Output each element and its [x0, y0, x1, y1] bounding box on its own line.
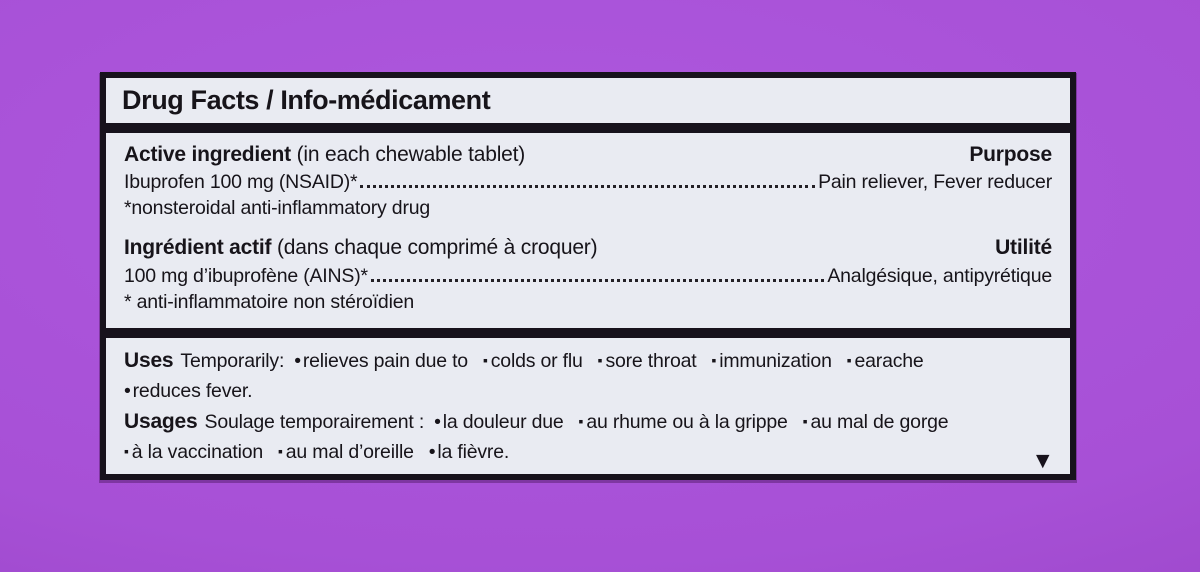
- uses-line-1-en: [124, 345, 1052, 377]
- use-item: [124, 441, 263, 463]
- use-item-text: au mal d’oreille: [285, 441, 414, 464]
- continuation-arrow-icon: ▼: [1031, 447, 1054, 473]
- use-item-text: la fièvre.: [437, 441, 510, 464]
- uses-items-en-line1: [294, 350, 923, 372]
- purpose-value-en: Pain reliever, Fever reducer: [818, 171, 1052, 194]
- use-item: [124, 380, 252, 402]
- square-bullet-icon: ▪: [124, 443, 129, 460]
- use-item-text: immunization: [719, 349, 832, 372]
- use-item: [803, 411, 949, 433]
- round-bullet-icon: •: [294, 349, 301, 372]
- active-ingredient-heading-note-en: (in each chewable tablet): [290, 143, 526, 166]
- use-item: [847, 350, 924, 372]
- ingredient-name-fr: 100 mg d’ibuprofène (AINS)*: [124, 264, 368, 287]
- square-bullet-icon: ▪: [802, 413, 808, 430]
- square-bullet-icon: ▪: [482, 351, 488, 368]
- use-item-text: colds or flu: [490, 349, 583, 372]
- square-bullet-icon: ▪: [278, 443, 283, 460]
- uses-intro-fr: Soulage temporairement :: [204, 411, 425, 434]
- uses-items-fr-line1: [434, 411, 948, 433]
- square-bullet-icon: ▪: [711, 351, 717, 368]
- section-divider: [106, 123, 1070, 133]
- drug-facts-panel: [100, 72, 1076, 480]
- purpose-heading-fr: Utilité: [995, 236, 1052, 260]
- uses-line-2-en: [124, 377, 1052, 407]
- uses-line-2-fr: [124, 438, 1052, 468]
- uses-section: [106, 338, 1070, 474]
- round-bullet-icon: •: [124, 379, 131, 402]
- use-item: [278, 441, 414, 463]
- ingredient-value-row-fr: [124, 263, 1052, 289]
- square-bullet-icon: ▪: [597, 351, 603, 368]
- uses-items-en-line2: [124, 380, 252, 402]
- active-ingredient-heading-en: Active ingredient: [124, 143, 291, 166]
- nsaid-footnote-fr: * anti-inflammatoire non stéroïdien: [124, 290, 414, 313]
- use-item: [598, 350, 697, 372]
- dotted-leader: [371, 279, 824, 282]
- uses-items-fr-line2: [124, 441, 509, 463]
- panel-title: Drug Facts / Info-médicament: [122, 85, 491, 115]
- dotted-leader: [360, 185, 815, 188]
- ingredient-name-en: Ibuprofen 100 mg (NSAID)*: [124, 171, 358, 194]
- active-ingredient-heading-row-fr: [124, 234, 1052, 262]
- active-ingredient-section: [106, 133, 1070, 328]
- use-item-text: à la vaccination: [131, 441, 263, 464]
- active-ingredient-heading-row-en: [124, 141, 1052, 169]
- square-bullet-icon: ▪: [578, 413, 584, 430]
- ingredient-value-row-en: [124, 169, 1052, 195]
- use-item-text: au rhume ou à la grippe: [586, 411, 788, 434]
- purpose-heading-en: Purpose: [969, 143, 1052, 166]
- use-item: [711, 350, 831, 372]
- nsaid-footnote-en: *nonsteroidal anti-inflammatory drug: [124, 197, 431, 220]
- uses-heading-fr: Usages: [124, 410, 198, 434]
- uses-heading-en: Uses: [124, 348, 174, 372]
- use-item: [579, 411, 788, 433]
- use-item-text: au mal de gorge: [810, 411, 949, 434]
- active-ingredient-heading-note-fr: (dans chaque comprimé à croquer): [271, 236, 598, 260]
- round-bullet-icon: •: [434, 411, 441, 434]
- uses-intro-en: Temporarily:: [180, 349, 285, 372]
- use-item: [434, 411, 563, 433]
- purpose-value-fr: Analgésique, antipyrétique: [827, 264, 1052, 287]
- active-ingredient-heading-fr: Ingrédient actif: [124, 236, 272, 260]
- use-item: [294, 350, 468, 372]
- use-item-text: earache: [854, 349, 924, 372]
- round-bullet-icon: •: [428, 441, 436, 464]
- use-item-text: la douleur due: [442, 411, 564, 434]
- use-item-text: sore throat: [605, 349, 697, 372]
- section-divider: [106, 328, 1070, 338]
- square-bullet-icon: ▪: [846, 351, 852, 368]
- use-item-text: reduces fever.: [132, 379, 253, 402]
- use-item-text: relieves pain due to: [302, 349, 468, 372]
- uses-line-1-fr: [124, 406, 1052, 438]
- use-item: [483, 350, 583, 372]
- use-item: [429, 441, 509, 463]
- language-gap: [124, 221, 1052, 234]
